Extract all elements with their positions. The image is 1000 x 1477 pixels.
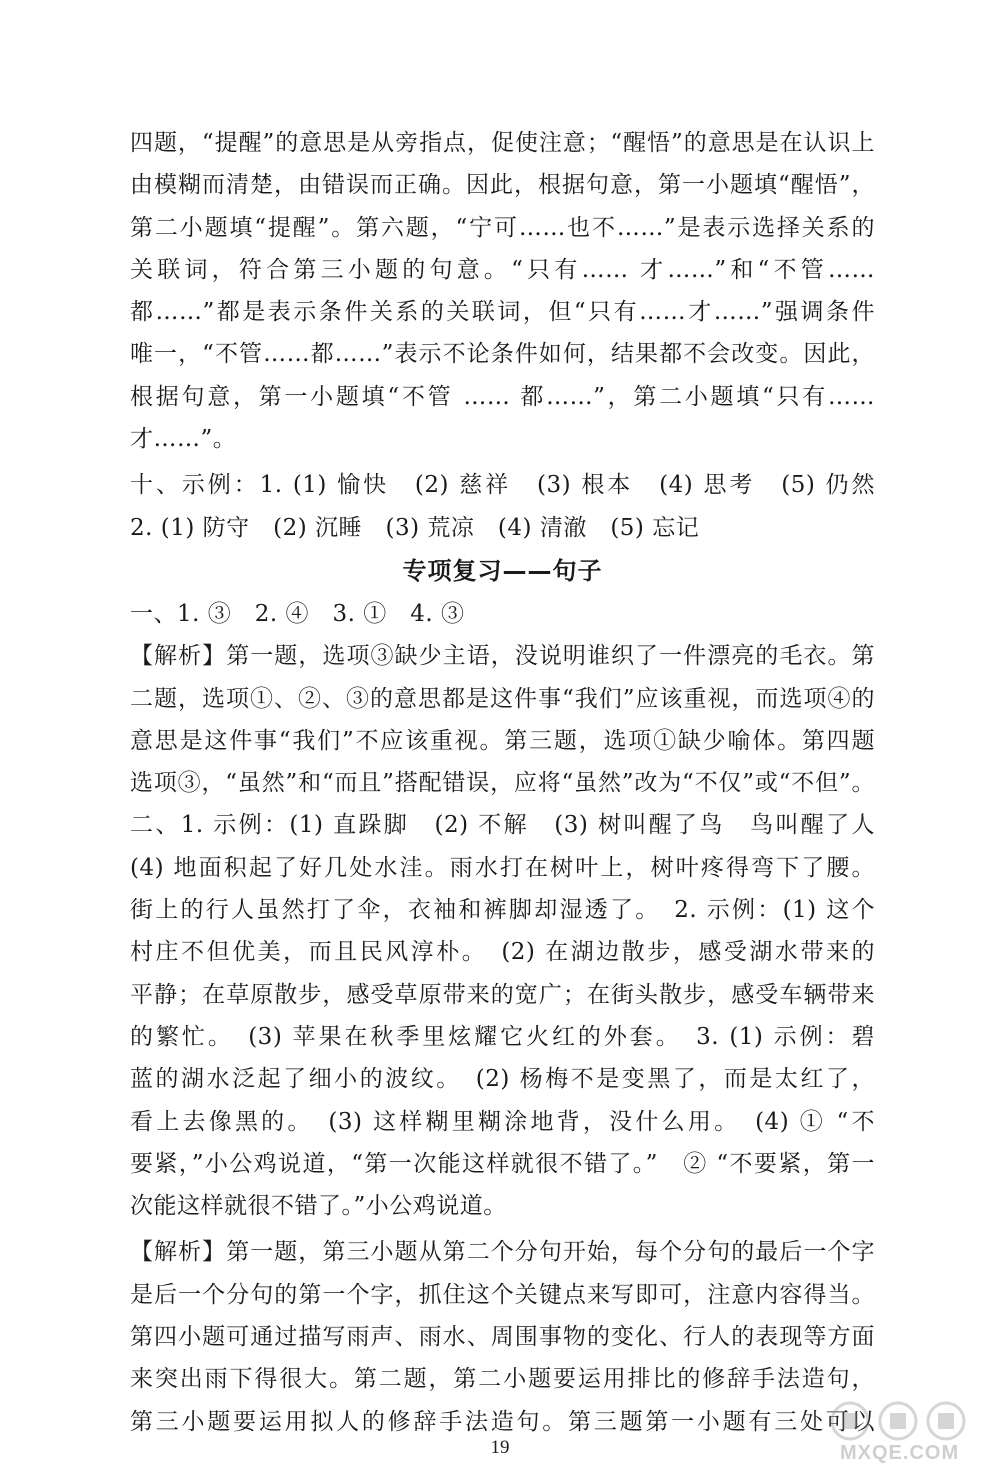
answer-line: 十、示例：1. (1) 愉快 (2) 慈祥 (3) 根本 (4) 思考 (5) 仍然	[130, 472, 875, 499]
text-line: 蓝的湖水泛起了细小的波纹。 (2) 杨梅不是变黑了，而是太红了，	[130, 1066, 875, 1093]
text-line: 第二小题填“提醒”。第六题，“宁可……也不……”是表示选择关系的	[130, 214, 875, 241]
text-line: 关联词，符合第三小题的句意。“只有…… 才……”和“不管……	[130, 256, 875, 283]
section-title: 专项复习——句子	[402, 556, 603, 585]
paragraph-explanation-continued	[130, 122, 875, 460]
text-line: 二题，选项①、②、③的意思都是这件事“我们”应该重视，而选项④的	[130, 685, 875, 712]
answers-question-ten	[130, 464, 875, 549]
text-line: 四题，“提醒”的意思是从旁指点，促使注意；“醒悟”的意思是在认识上	[130, 130, 875, 156]
text-line: 平静；在草原散步，感受草原带来的宽广；在街头散步，感受车辆带来	[130, 981, 875, 1008]
watermark-logo	[810, 1400, 990, 1470]
text-line: 看上去像黑的。 (3) 这样糊里糊涂地背，没什么用。 (4) ① “不	[130, 1108, 875, 1135]
text-line: 【解析】第一题，选项③缺少主语，没说明谁织了一件漂亮的毛衣。第	[130, 643, 875, 670]
text-line: 选项③，“虽然”和“而且”搭配错误，应将“虽然”改为“不仅”或“不但”。	[130, 770, 875, 797]
watermark-text: MXQE.COM	[840, 1442, 960, 1464]
text-line: 来突出雨下得很大。第二题，第二小题要运用排比的修辞手法造句，	[130, 1366, 875, 1393]
text-line: 【解析】第一题，第三小题从第二个分句开始，每个分句的最后一个字	[130, 1239, 875, 1266]
text-line: 都……”都是表示条件关系的关联词，但“只有……才……”强调条件	[130, 299, 875, 326]
answer-line: 一、1. ③ 2. ④ 3. ① 4. ③	[130, 600, 465, 627]
text-line: 的繁忙。 (3) 苹果在秋季里炫耀它火红的外套。 3. (1) 示例：碧	[130, 1023, 875, 1050]
text-line: 第四小题可通过描写雨声、雨水、周围事物的变化、行人的表现等方面	[130, 1324, 875, 1351]
text-line: (4) 地面积起了好几处水洼。雨水打在树叶上，树叶疼得弯下了腰。	[130, 854, 875, 881]
text-line: 意思是这件事“我们”不应该重视。第三题，选项①缺少喻体。第四题	[130, 727, 875, 754]
page-number: 19	[490, 1437, 510, 1458]
text-line: 由模糊而清楚，由错误而正确。因此，根据句意，第一小题填“醒悟”，	[130, 172, 875, 199]
text-line: 街上的行人虽然打了伞，衣袖和裤脚却湿透了。 2. 示例：(1) 这个	[130, 897, 875, 924]
answer-line: 二、1. 示例：(1) 直跺脚 (2) 不解 (3) 树叫醒了鸟 鸟叫醒了人	[130, 812, 875, 839]
section-sentences-answers	[130, 593, 875, 1443]
text-line: 唯一，“不管……都……”表示不论条件如何，结果都不会改变。因此，	[130, 341, 875, 368]
answer-page-body	[130, 122, 875, 1443]
text-line: 要紧，”小公鸡说道，“第一次能这样就很不错了。” ② “不要紧，第一	[130, 1150, 875, 1177]
text-line: 是后一个分句的第一个字，抓住这个关键点来写即可，注意内容得当。	[130, 1281, 875, 1308]
text-line: 第三小题要运用拟人的修辞手法造句。第三题第一小题有三处可以	[130, 1408, 875, 1435]
text-line: 次能这样就很不错了。”小公鸡说道。	[130, 1193, 507, 1220]
answer-line: 2. (1) 防守 (2) 沉睡 (3) 荒凉 (4) 清澈 (5) 忘记	[130, 514, 700, 541]
text-line: 才……”。	[130, 426, 237, 453]
watermark-icon	[828, 1400, 978, 1442]
text-line: 村庄不但优美，而且民风淳朴。 (2) 在湖边散步，感受湖水带来的	[130, 939, 875, 966]
text-line: 根据句意，第一小题填“不管 …… 都……”，第二小题填“只有……	[130, 383, 875, 410]
